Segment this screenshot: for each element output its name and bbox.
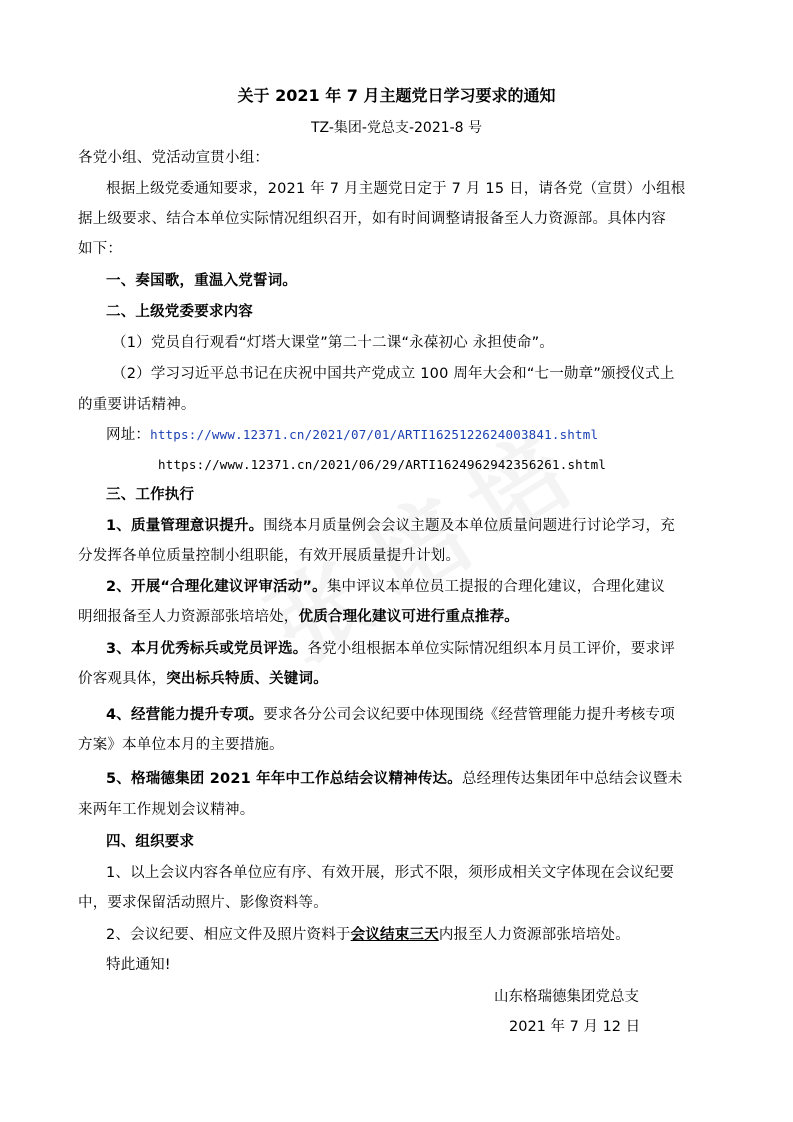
item-3-5-line-1 <box>106 770 682 788</box>
signature-organization: 山东格瑞德集团党总支 <box>494 989 639 1005</box>
document-title: 关于 2021 年 7 月主题党日学习要求的通知 <box>237 86 556 105</box>
item-3-3-line-2 <box>78 670 328 688</box>
section-2-heading: 二、上级党委要求内容 <box>106 304 253 320</box>
item-3-4-head: 4、经营能力提升专项。 <box>106 707 264 723</box>
item-3-3-text: 各党小组根据本单位实际情况组织本月员工评价，要求评 <box>307 641 675 657</box>
item-3-2-line-1 <box>106 578 665 596</box>
item-4-2 <box>106 926 630 944</box>
url-link-1[interactable]: https://www.12371.cn/2021/07/01/ARTI1625122624003841.shtml <box>150 427 599 442</box>
document-number: TZ-集团-党总支-2021-8 号 <box>310 120 483 136</box>
item-4-1-line-2: 中，要求保留活动照片、影像资料等。 <box>78 895 328 911</box>
item-2-2-line-1: （2）学习习近平总书记在庆祝中国共产党成立 100 周年大会和“七一勋章”颁授仪式上 <box>112 366 675 382</box>
item-3-3-text-2: 价客观具体， <box>78 671 167 687</box>
item-4-2-text-2: 内报至人力资源部张培培处。 <box>438 927 630 943</box>
section-3-heading: 三、工作执行 <box>106 487 195 503</box>
item-3-2-line-2 <box>78 608 519 626</box>
item-3-3-line-1 <box>106 640 675 658</box>
section-4-heading: 四、组织要求 <box>106 834 195 850</box>
item-3-5-line-2: 来两年工作规划会议精神。 <box>78 802 255 818</box>
item-3-1-head: 1、质量管理意识提升。 <box>106 518 264 534</box>
url-line-1 <box>106 426 598 444</box>
item-3-2-text-2: 明细报备至人力资源部张培培处， <box>78 609 299 625</box>
intro-line-3: 如下： <box>78 241 123 257</box>
item-3-4-line-1 <box>106 706 675 724</box>
item-3-5-text: 总经理传达集团年中总结会议暨未 <box>461 771 683 787</box>
url-link-2[interactable]: https://www.12371.cn/2021/06/29/ARTI1624962942356261.shtml <box>158 457 607 472</box>
salutation: 各党小组、党活动宣贯小组： <box>78 150 270 166</box>
item-3-4-line-2: 方案》本单位本月的主要措施。 <box>78 737 284 753</box>
item-4-2-text: 2、会议纪要、相应文件及照片资料于 <box>106 927 351 943</box>
item-3-2-head: 2、开展“合理化建议评审活动”。 <box>106 579 327 595</box>
closing-text: 特此通知! <box>106 957 171 973</box>
item-3-3-head: 3、本月优秀标兵或党员评选。 <box>106 641 308 657</box>
item-4-1-line-1: 1、以上会议内容各单位应有序、有效开展，形式不限，须形成相关文字体现在会议纪要 <box>106 865 675 881</box>
item-4-2-emphasis: 会议结束三天 <box>350 927 439 943</box>
signature-date: 2021 年 7 月 12 日 <box>509 1019 641 1035</box>
item-2-1: （1）党员自行观看“灯塔大课堂”第二十二课“永葆初心 永担使命”。 <box>112 335 554 351</box>
item-3-1-text: 围绕本月质量例会会议主题及本单位质量问题进行讨论学习，充 <box>263 518 675 534</box>
item-2-2-line-2: 的重要讲话精神。 <box>78 397 196 413</box>
intro-line-2: 据上级要求、结合本单位实际情况组织召开，如有时间调整请报备至人力资源部。具体内容 <box>78 211 666 227</box>
intro-line-1: 根据上级党委通知要求，2021 年 7 月主题党日定于 7 月 15 日，请各党（宣贯）小组根 <box>106 181 686 197</box>
url-label: 网址： <box>106 427 151 443</box>
item-3-1-line-1 <box>106 517 675 535</box>
item-3-5-head: 5、格瑞德集团 2021 年年中工作总结会议精神传达。 <box>106 771 462 787</box>
item-3-2-emphasis: 优质合理化建议可进行重点推荐。 <box>298 609 519 625</box>
item-3-1-line-2: 分发挥各单位质量控制小组职能，有效开展质量提升计划。 <box>78 548 461 564</box>
item-3-3-emphasis: 突出标兵特质、关键词。 <box>166 671 328 687</box>
item-3-2-text: 集中评议本单位员工提报的合理化建议，合理化建议 <box>326 579 665 595</box>
section-1-heading: 一、奏国歌，重温入党誓词。 <box>106 273 298 289</box>
item-3-4-text: 要求各分公司会议纪要中体现围绕《经营管理能力提升考核专项 <box>263 707 675 723</box>
